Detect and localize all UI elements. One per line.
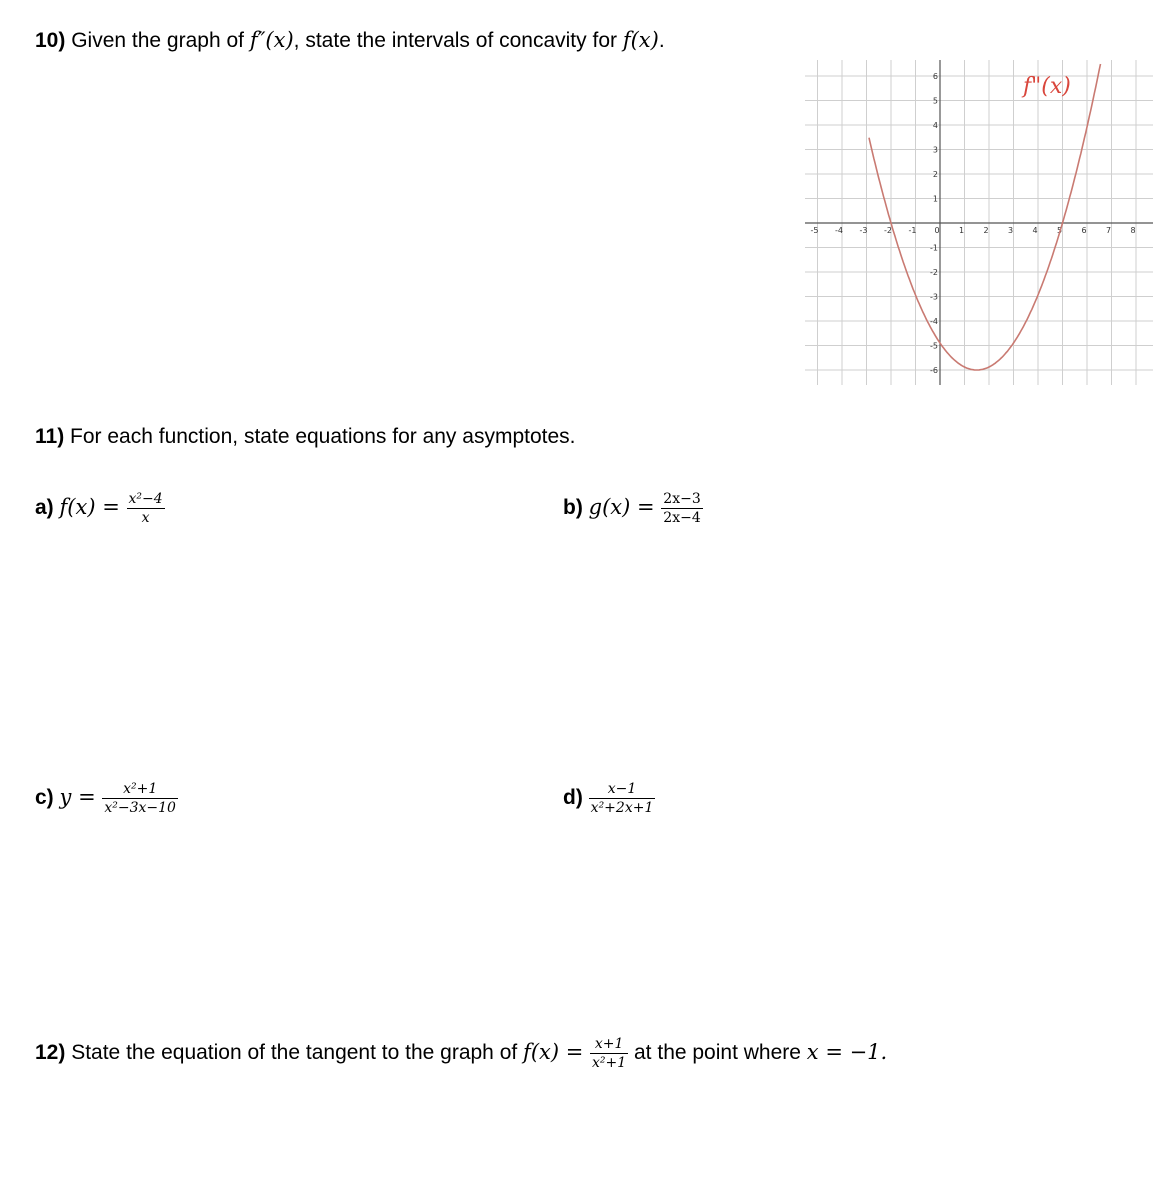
x-tick-label: 6 (1081, 226, 1087, 235)
question-11-text: For each function, state equations for any asymptotes. (64, 425, 576, 448)
part-a-equals: = (95, 495, 127, 520)
part-a-label: a) (35, 496, 54, 520)
curve-label: f"(x) (1023, 74, 1071, 99)
y-tick-label: 1 (932, 194, 938, 204)
question-10 (35, 28, 665, 53)
axes (805, 60, 1153, 385)
part-b (563, 490, 703, 527)
y-tick-label: -2 (930, 268, 938, 277)
y-tick-label: -6 (930, 366, 938, 375)
question-10-text: Given the graph of (65, 29, 250, 52)
question-11-number: 11) (35, 425, 65, 448)
question-10-period: . (658, 29, 665, 52)
second-derivative-graph (805, 60, 1153, 385)
x-tick-label: -1 (908, 226, 917, 235)
part-c-denominator: x²−3x−10 (104, 800, 176, 816)
question-12-number: 12) (35, 1041, 66, 1065)
y-tick-label: 3 (932, 145, 938, 155)
question-12 (35, 1035, 887, 1072)
y-tick-label: 5 (932, 96, 938, 106)
question-12-fraction (590, 1035, 628, 1072)
x-tick-label: 5 (1056, 226, 1063, 235)
x-tick-label: 0 (934, 226, 940, 235)
x-tick-label: 1 (958, 226, 965, 235)
x-tick-label: -4 (835, 226, 843, 235)
y-tick-label: -4 (930, 317, 938, 326)
x-tick-label: -2 (884, 226, 892, 235)
y-tick-label: -1 (930, 243, 938, 253)
part-a (35, 490, 165, 527)
question-12-condition: x = −1. (806, 1040, 888, 1065)
second-derivative-symbol: f″(x) (249, 28, 294, 52)
question-12-numerator: x+1 (590, 1035, 628, 1054)
y-tick-label: 4 (932, 121, 938, 130)
question-10-text-mid: , state the intervals of concavity for (293, 29, 623, 52)
question-11 (35, 425, 575, 449)
part-c (35, 780, 178, 817)
part-d-fraction (589, 780, 656, 817)
part-b-fraction (661, 490, 702, 527)
part-d-label: d) (563, 786, 583, 810)
part-a-denominator: x (141, 510, 150, 526)
part-c-numerator: x²+1 (102, 780, 178, 799)
second-derivative-curve (869, 64, 1101, 370)
y-tick-label: 2 (932, 170, 938, 179)
y-tick-label: -3 (930, 292, 938, 302)
x-tick-label: 8 (1130, 226, 1136, 235)
question-12-equals: = (559, 1040, 591, 1065)
part-c-lhs: y (59, 785, 72, 810)
part-c-fraction (102, 780, 178, 817)
part-b-lhs: g(x) (588, 495, 631, 520)
part-b-numerator: 2x−3 (663, 491, 701, 507)
part-a-lhs: f(x) (59, 495, 96, 520)
x-tick-label: 3 (1007, 226, 1014, 235)
part-a-numerator: x²−4 (128, 491, 163, 507)
y-tick-label: -5 (930, 341, 938, 351)
question-10-number: 10) (35, 29, 66, 52)
question-12-text: State the equation of the tangent to the graph of (65, 1041, 524, 1065)
part-b-equals: = (630, 495, 662, 520)
function-symbol: f(x) (622, 28, 659, 52)
part-b-denominator: 2x−4 (663, 510, 701, 526)
part-d-denominator: x²+2x+1 (590, 800, 654, 816)
part-c-label: c) (35, 786, 54, 810)
part-b-label: b) (563, 496, 583, 520)
part-c-equals: = (71, 785, 103, 810)
question-12-text-after: at the point where (628, 1041, 807, 1065)
x-tick-label: -3 (859, 226, 868, 235)
part-a-fraction (127, 490, 165, 527)
question-12-denominator: x²+1 (592, 1055, 627, 1071)
x-tick-label: 7 (1105, 226, 1112, 235)
part-d (563, 780, 655, 817)
part-d-numerator: x−1 (589, 780, 656, 799)
x-tick-label: -5 (810, 226, 819, 235)
x-tick-label: 2 (983, 226, 989, 235)
x-tick-label: 4 (1032, 226, 1038, 235)
question-12-lhs: f(x) (523, 1040, 560, 1065)
y-tick-label: 6 (932, 72, 938, 81)
